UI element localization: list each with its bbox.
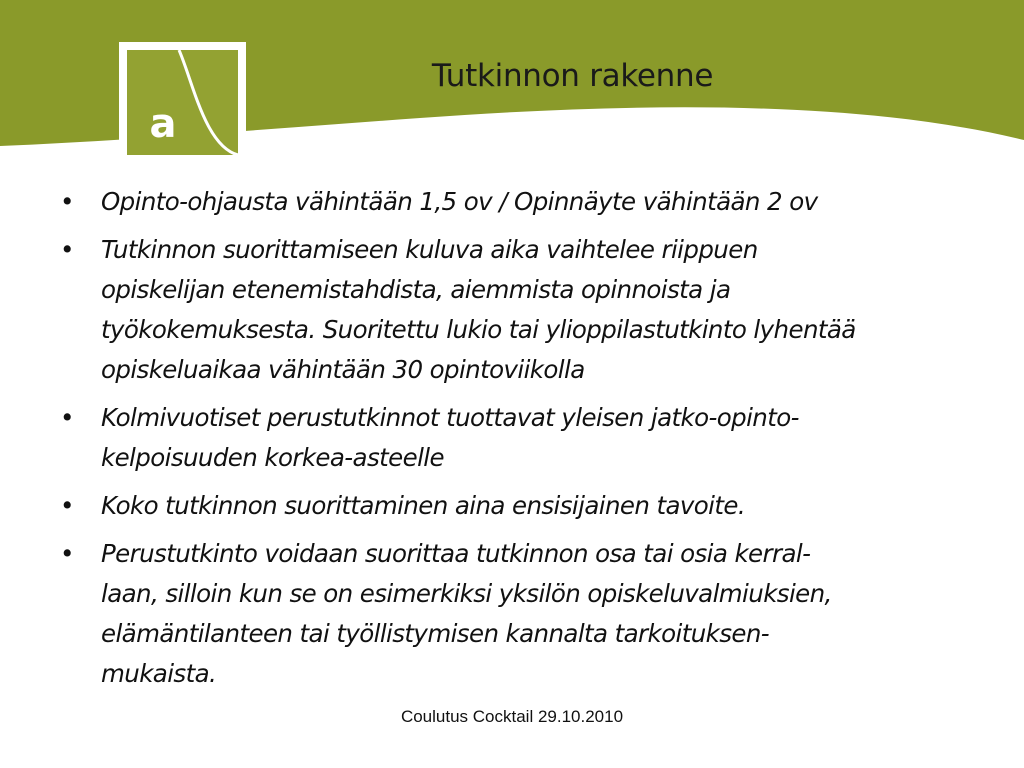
logo-letter: a xyxy=(149,101,177,147)
bullet-line: elämäntilanteen tai työllistymisen kannalta tarkoituksen- xyxy=(101,619,770,648)
bullet-line: kelpoisuuden korkea-asteelle xyxy=(101,443,444,472)
bullet-list xyxy=(58,182,1008,702)
bullet-marker: • xyxy=(60,539,74,568)
bullet-marker: • xyxy=(60,491,74,520)
bullet-item xyxy=(58,486,1008,526)
bullet-item xyxy=(58,230,1008,390)
bullet-line: työkokemuksesta. Suoritettu lukio tai ylioppilastutkinto lyhentää xyxy=(101,315,856,344)
bullet-line: Tutkinnon suorittamiseen kuluva aika vaihtelee riippuen xyxy=(101,235,758,264)
bullet-line: Perustutkinto voidaan suorittaa tutkinnon osa tai osia kerral- xyxy=(101,539,811,568)
bullet-line: laan, silloin kun se on esimerkiksi yksilön opiskeluvalmiuksien, xyxy=(101,579,832,608)
bullet-marker: • xyxy=(60,403,74,432)
bullet-marker: • xyxy=(60,187,74,216)
bullet-item xyxy=(58,398,1008,478)
bullet-marker: • xyxy=(60,235,74,264)
bullet-line: opiskelijan etenemistahdista, aiemmista opinnoista ja xyxy=(101,275,731,304)
bullet-line: mukaista. xyxy=(101,659,217,688)
bullet-line: Koko tutkinnon suorittaminen aina ensisijainen tavoite. xyxy=(101,491,746,520)
bullet-line: opiskeluaikaa vähintään 30 opintoviikolla xyxy=(101,355,585,384)
slide-title: Tutkinnon rakenne xyxy=(431,58,714,94)
logo xyxy=(119,42,246,163)
bullet-line: Opinto-ohjausta vähintään 1,5 ov / Opinnäyte vähintään 2 ov xyxy=(101,187,818,216)
bullet-item xyxy=(58,182,1008,222)
bullet-line: Kolmivuotiset perustutkinnot tuottavat yleisen jatko-opinto- xyxy=(101,403,799,432)
footer-text: Coulutus Cocktail 29.10.2010 xyxy=(400,707,624,726)
bullet-item xyxy=(58,534,1008,694)
